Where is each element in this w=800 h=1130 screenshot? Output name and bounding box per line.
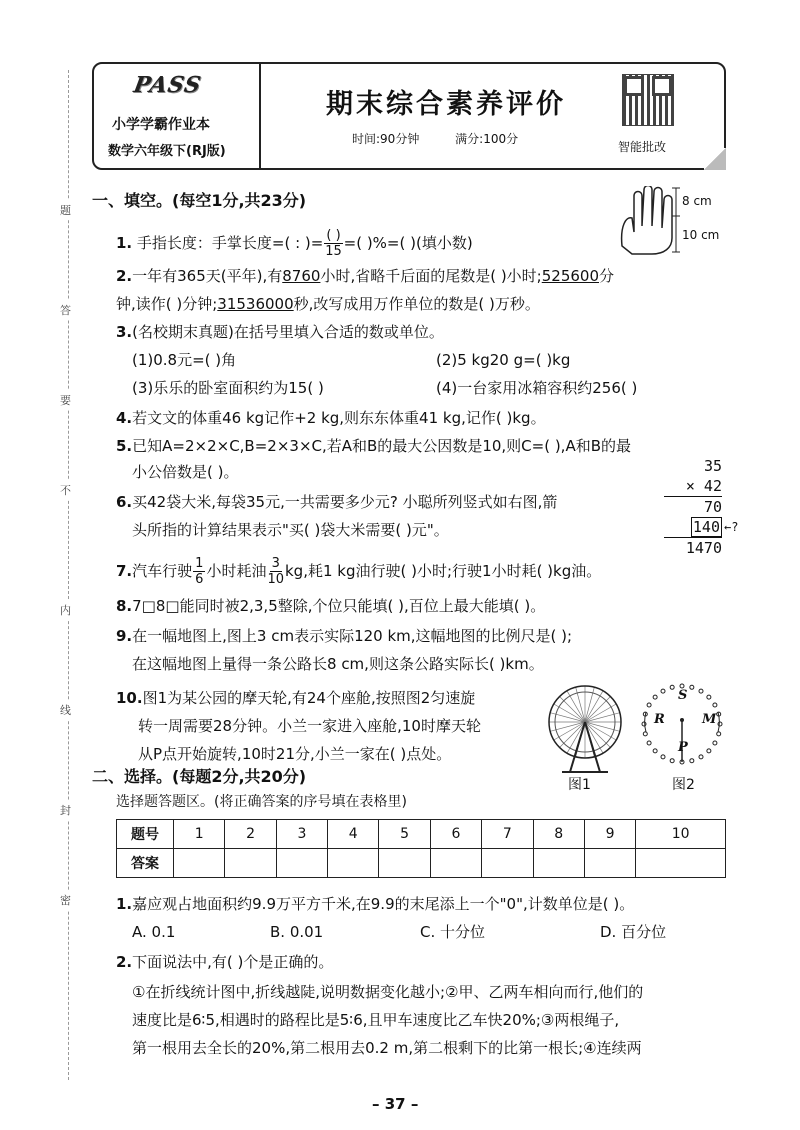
arrow-icon: ←? <box>724 520 739 534</box>
exam-score: 满分:100分 <box>455 132 519 146</box>
section-fill-blank: 一、填空。(每空1分,共23分) <box>92 191 307 210</box>
choice-2-statement: 第一根用去全长的20%,第二根用去0.2 m,第二根剩下的比第一根长;④连续两 <box>132 1039 642 1057</box>
binding-label: 密 <box>60 890 71 910</box>
figure-2-caption: 图2 <box>672 777 695 793</box>
cabin-dot <box>690 759 694 763</box>
pass-logo: PASS <box>131 72 204 98</box>
hand-figure <box>612 186 732 256</box>
ferris-wheel-figure <box>542 682 628 774</box>
cabin-dot <box>707 749 711 753</box>
answer-cell[interactable] <box>225 849 276 878</box>
point-s: S <box>678 688 688 703</box>
cabin-dot <box>713 703 717 707</box>
arrow-target-row: 140 <box>692 518 720 536</box>
choice-option-b[interactable]: B. 0.01 <box>270 923 324 941</box>
question-number-cell: 10 <box>636 820 726 849</box>
question-4: 4.若文文的体重46 kg记作+2 kg,则东东体重41 kg,记作( )kg。 <box>116 409 546 427</box>
cabin-dot <box>670 685 674 689</box>
qr-code-icon[interactable] <box>622 74 674 126</box>
binding-label: 不 <box>60 480 71 500</box>
cabin-dot <box>670 759 674 763</box>
cabin-dot <box>642 722 646 726</box>
smart-grading-label: 智能批改 <box>618 140 667 154</box>
choice-question-2: 2.下面说法中,有( )个是正确的。 <box>116 953 334 971</box>
cabin-dot <box>707 695 711 699</box>
binding-label: 封 <box>60 800 71 820</box>
cabin-dot <box>718 722 722 726</box>
question-3a: (1)0.8元=( )角 <box>132 351 237 369</box>
cabin-dot <box>647 703 651 707</box>
question-3: 3.(名校期末真题)在括号里填入合适的数或单位。 <box>116 323 444 341</box>
binding-label: 要 <box>60 390 71 410</box>
question-number-cell: 9 <box>584 820 635 849</box>
question-10-line3: 从P点开始旋转,10时21分,小兰一家在( )点处。 <box>138 745 452 763</box>
hand-icon <box>622 186 672 254</box>
choice-option-d[interactable]: D. 百分位 <box>600 923 667 941</box>
question-5: 5.已知A=2×2×C,B=2×3×C,若A和B的最大公因数是10,则C=( ),A和B的最 <box>116 437 632 455</box>
table-row <box>117 820 726 849</box>
exam-time: 时间:90分钟 <box>352 132 420 146</box>
question-3b: (2)5 kg20 g=( )kg <box>436 351 571 369</box>
choice-question-1: 1.嘉应观占地面积约9.9万平方千米,在9.9的末尾添上一个"0",计数单位是( )。 <box>116 895 635 913</box>
page-title: 期末综合素养评价 <box>326 89 566 120</box>
question-8: 8.7□8□能同时被2,3,5整除,个位只能填( ),百位上最大能填( )。 <box>116 597 546 615</box>
cabin-dot <box>653 695 657 699</box>
exam-meta <box>352 130 550 147</box>
point-r: R <box>654 712 665 727</box>
page-number: – 37 – <box>372 1095 419 1113</box>
answer-cell[interactable] <box>276 849 327 878</box>
point-p: P <box>678 740 688 755</box>
answer-cell[interactable] <box>174 849 225 878</box>
page-curl-icon <box>704 148 726 170</box>
question-number-cell: 1 <box>174 820 225 849</box>
table-row <box>117 849 726 878</box>
question-number-cell: 3 <box>276 820 327 849</box>
book-grade: 数学六年级下(RJ版) <box>108 144 226 159</box>
choice-2-statement: 速度比是6∶5,相遇时的路程比是5∶6,且甲车速度比乙车快20%;③两根绳子, <box>132 1011 620 1029</box>
cabin-dot <box>699 689 703 693</box>
question-10-line2: 转一周需要28分钟。小兰一家进入座舱,10时摩天轮 <box>138 717 481 735</box>
cabin-dot <box>643 732 647 736</box>
question-number-cell: 7 <box>482 820 533 849</box>
figure-1-caption: 图1 <box>568 777 591 793</box>
binding-label: 线 <box>60 700 71 720</box>
cabin-dot <box>690 685 694 689</box>
question-number-cell: 4 <box>328 820 379 849</box>
choice-option-c[interactable]: C. 十分位 <box>420 923 486 941</box>
choice-option-a[interactable]: A. 0.1 <box>132 923 176 941</box>
question-number-cell: 6 <box>430 820 481 849</box>
cabin-dot <box>661 689 665 693</box>
answer-table <box>116 819 726 878</box>
question-6-line2: 头所指的计算结果表示"买( )袋大米需要( )元"。 <box>132 521 449 539</box>
cabin-dot <box>647 741 651 745</box>
answer-cell[interactable] <box>328 849 379 878</box>
question-9-line2: 在这幅地图上量得一条公路长8 cm,则这条公路实际长( )km。 <box>132 655 544 673</box>
question-2: 2.一年有365天(平年),有8760小时,省略千后面的尾数是( )小时;525600分 <box>116 267 615 285</box>
cabin-dot <box>713 741 717 745</box>
binding-label: 内 <box>60 600 71 620</box>
table-header-label: 题号 <box>117 820 174 849</box>
answer-cell[interactable] <box>482 849 533 878</box>
book-series: 小学学霸作业本 <box>112 117 210 133</box>
point-m: M <box>702 712 717 727</box>
binding-label: 答 <box>60 300 71 320</box>
question-number-cell: 2 <box>225 820 276 849</box>
question-10: 10.图1为某公园的摩天轮,有24个座舱,按照图2匀速旋 <box>116 689 476 707</box>
cabin-dot <box>717 732 721 736</box>
answer-cell[interactable] <box>379 849 430 878</box>
question-1: 1. 手指长度：手掌长度=( : )= $\frac{( )}{15}$ =( )%=( )(填小数) <box>116 228 473 259</box>
exam-header <box>92 62 726 170</box>
question-2-line2: 钟,读作( )分钟;31536000秒,改写成用万作单位的数是( )万秒。 <box>116 295 540 313</box>
question-3d: (4)一台家用冰箱容积约256( ) <box>436 379 638 397</box>
section-choice: 二、选择。(每题2分,共20分) <box>92 767 307 786</box>
cabin-dot <box>661 755 665 759</box>
binding-line <box>68 70 69 1080</box>
question-5-line2: 小公倍数是( )。 <box>132 463 239 481</box>
answer-area-instructions: 选择题答题区。(将正确答案的序号填在表格里) <box>116 794 407 810</box>
answer-cell[interactable] <box>430 849 481 878</box>
cabin-dot <box>699 755 703 759</box>
cabin-dot <box>653 749 657 753</box>
choice-2-statement: ①在折线统计图中,折线越陡,说明数据变化越小;②甲、乙两车相向而行,他们的 <box>132 983 644 1001</box>
question-6: 6.买42袋大米,每袋35元,一共需要多少元? 小聪所列竖式如右图,箭 <box>116 493 558 511</box>
answer-cell[interactable] <box>584 849 635 878</box>
book-info <box>94 64 261 168</box>
answer-row-label: 答案 <box>117 849 174 878</box>
question-number-cell: 8 <box>533 820 584 849</box>
question-7: 7.汽车行驶 $\frac{1}{6}$ 小时耗油 $\frac{3}{10}$ kg,耗1 kg油行驶( )小时;行驶1小时耗( )kg油。 <box>116 556 602 587</box>
hand-finger-length: 8 cm <box>682 194 712 208</box>
question-9: 9.在一幅地图上,图上3 cm表示实际120 km,这幅地图的比例尺是( ); <box>116 627 573 645</box>
question-number-cell: 5 <box>379 820 430 849</box>
answer-cell[interactable] <box>636 849 726 878</box>
hand-palm-length: 10 cm <box>682 228 720 242</box>
question-3c: (3)乐乐的卧室面积约为15( ) <box>132 379 324 397</box>
vertical-multiplication: 35 × 42 70 140 ←? 1470 <box>664 456 722 558</box>
answer-cell[interactable] <box>533 849 584 878</box>
binding-label: 题 <box>60 200 71 220</box>
